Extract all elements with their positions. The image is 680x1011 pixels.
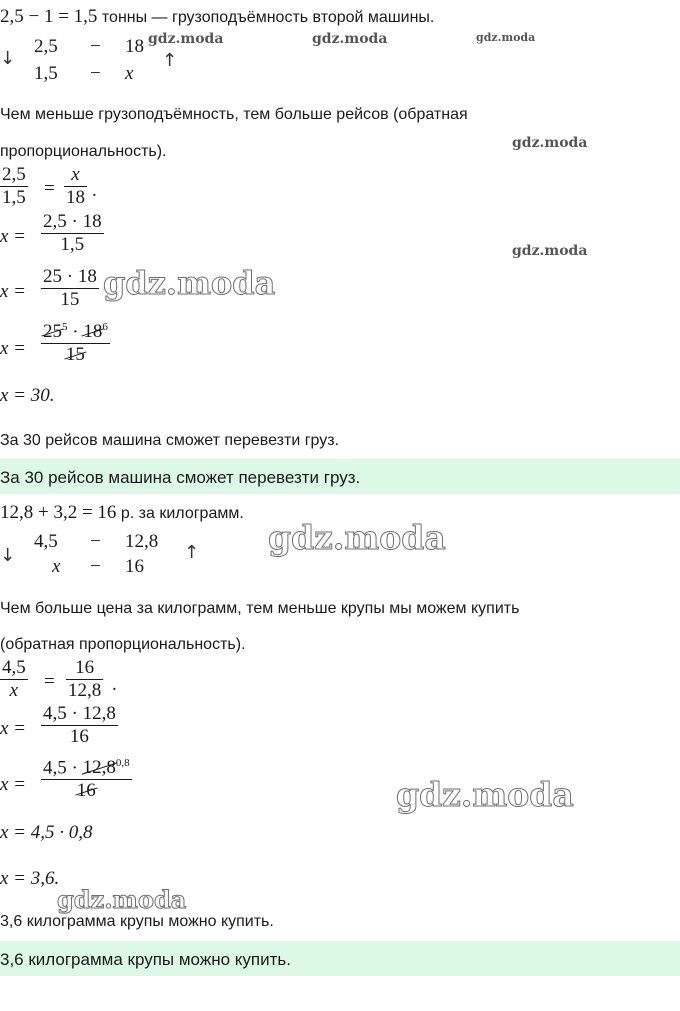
b1-eq3-den: 15 [41, 288, 99, 311]
b2-answer-highlight [0, 941, 680, 976]
b1-eq1-eq: = [44, 178, 55, 199]
b1-eq2-frac [41, 211, 104, 256]
b1-para2: пропорциональность). [0, 143, 167, 160]
b2-eq2-frac [41, 703, 118, 748]
b2-line1 [0, 502, 244, 524]
b2-prop-r1-a: 4,5 [34, 531, 58, 552]
b2-eq1-rd: 12,8 [68, 680, 102, 701]
b1-line1-text: тонны — грузоподъёмность второй машины. [101, 9, 435, 26]
b1-eq4-frac [41, 321, 110, 366]
watermark-logo: gdz.moda [512, 135, 588, 151]
b1-arrow-up-icon: ↑ [162, 50, 178, 71]
b1-eq2-den: 1,5 [41, 233, 104, 256]
b1-eq5: x = 30. [0, 385, 55, 406]
b2-prop-r1-c: 12,8 [125, 531, 159, 552]
b1-eq1-ld: 1,5 [2, 187, 26, 208]
b2-eq1-dot: . [112, 674, 117, 695]
b2-arrow-down-icon: ↓ [0, 545, 16, 566]
watermark-logo: gdz.moda [57, 885, 187, 914]
b1-eq1-right-frac [64, 164, 87, 209]
watermark-logo: gdz.moda [148, 31, 224, 47]
b2-eq3-num [41, 757, 132, 779]
b2-eq1-rn: 16 [75, 657, 95, 678]
b1-eq4-num-b: 18 [83, 321, 103, 343]
b1-line1 [0, 6, 434, 28]
b2-prop-r2-a: x [52, 556, 61, 577]
b2-para2: (обратная пропорциональность). [0, 636, 246, 653]
b2-eq5: x = 3,6. [0, 868, 60, 889]
b1-eq4-sup-b: 6 [102, 321, 108, 333]
b2-para1: Чем больше цена за килограмм, тем меньше крупы мы можем купить [0, 600, 520, 617]
b1-prop-r1-b: − [90, 36, 101, 57]
b1-prop-r1-a: 2,5 [34, 36, 58, 57]
b2-eq3-den: 16 [76, 780, 96, 802]
b1-eq4-num [41, 321, 110, 343]
b2-line1-text: р. за килограмм. [120, 505, 244, 522]
b1-eq2-lhs: x = [0, 226, 27, 247]
b2-prop-r2-b: − [90, 556, 101, 577]
b1-eq2-num: 2,5 · 18 [43, 211, 102, 232]
b1-answer: За 30 рейсов машина сможет перевезти груз. [0, 432, 340, 449]
b2-eq4: x = 4,5 · 0,8 [0, 822, 93, 843]
b1-eq4-num-a: 25 [43, 321, 62, 343]
b1-eq1-dot: . [92, 180, 97, 201]
b2-eq3-sup-b: 0,8 [115, 757, 130, 769]
watermark-logo: gdz.moda [312, 31, 388, 47]
b1-eq1-rn: x [71, 164, 80, 185]
watermark-logo: gdz.moda [512, 243, 588, 259]
watermark-logo: gdz.moda [268, 518, 446, 557]
b1-answer-hl-text: За 30 рейсов машина сможет перевезти груз. [0, 468, 361, 487]
b2-eq1-eq: = [44, 671, 55, 692]
watermark-logo: gdz.moda [476, 31, 536, 44]
b1-answer-highlight [0, 459, 680, 494]
b2-line1-math: 12,8 + 3,2 = 16 [0, 502, 117, 523]
watermark-logo: gdz.moda [103, 264, 276, 302]
b2-eq2-den: 16 [41, 725, 118, 748]
b1-eq4-lhs: x = [0, 338, 27, 359]
b1-prop-r1-c: 18 [125, 36, 144, 57]
b2-eq3-den-wrap [41, 779, 132, 802]
b1-eq4-sup-a: 5 [62, 321, 68, 333]
b1-eq4-den: 15 [65, 344, 85, 366]
b1-eq3-frac [41, 266, 99, 311]
b1-prop-r2-c: x [125, 63, 134, 84]
b2-eq3-lhs: x = [0, 774, 27, 795]
b1-line1-math: 2,5 − 1 = 1,5 [0, 6, 98, 27]
b2-eq1-ln: 4,5 [2, 657, 26, 678]
b1-eq3-num: 25 · 18 [43, 266, 97, 287]
b2-prop-r1-b: − [90, 531, 101, 552]
b2-eq1-right-frac [66, 657, 103, 702]
b1-eq1-rd: 18 [66, 187, 85, 208]
b2-eq1-ld: x [0, 679, 28, 702]
b2-eq1-left-frac [0, 657, 28, 702]
b1-eq1-left-frac [0, 164, 28, 209]
b2-eq2-num: 4,5 · 12,8 [43, 703, 116, 724]
b1-eq1-ln: 2,5 [2, 164, 26, 185]
b2-eq3-num-a: 4,5 · [43, 757, 83, 779]
b1-eq4-den-wrap [41, 343, 110, 366]
b2-arrow-up-icon: ↑ [184, 542, 200, 563]
b2-prop-r2-c: 16 [125, 556, 144, 577]
b1-eq3-lhs: x = [0, 281, 27, 302]
b1-arrow-down-icon: ↓ [0, 48, 16, 69]
b2-answer: 3,6 килограмма крупы можно купить. [0, 913, 274, 930]
b2-eq3-num-b: 12,8 [82, 757, 116, 779]
b2-eq2-lhs: x = [0, 718, 27, 739]
b1-prop-r2-b: − [90, 63, 101, 84]
b2-eq3-frac [41, 757, 132, 802]
b1-eq4-dot: · [67, 321, 84, 343]
b1-para1: Чем меньше грузоподъёмность, тем больше рейсов (обратная [0, 106, 468, 123]
watermark-logo: gdz.moda [396, 775, 574, 814]
b1-prop-r2-a: 1,5 [34, 63, 58, 84]
b2-answer-hl-text: 3,6 килограмма крупы можно купить. [0, 950, 291, 969]
